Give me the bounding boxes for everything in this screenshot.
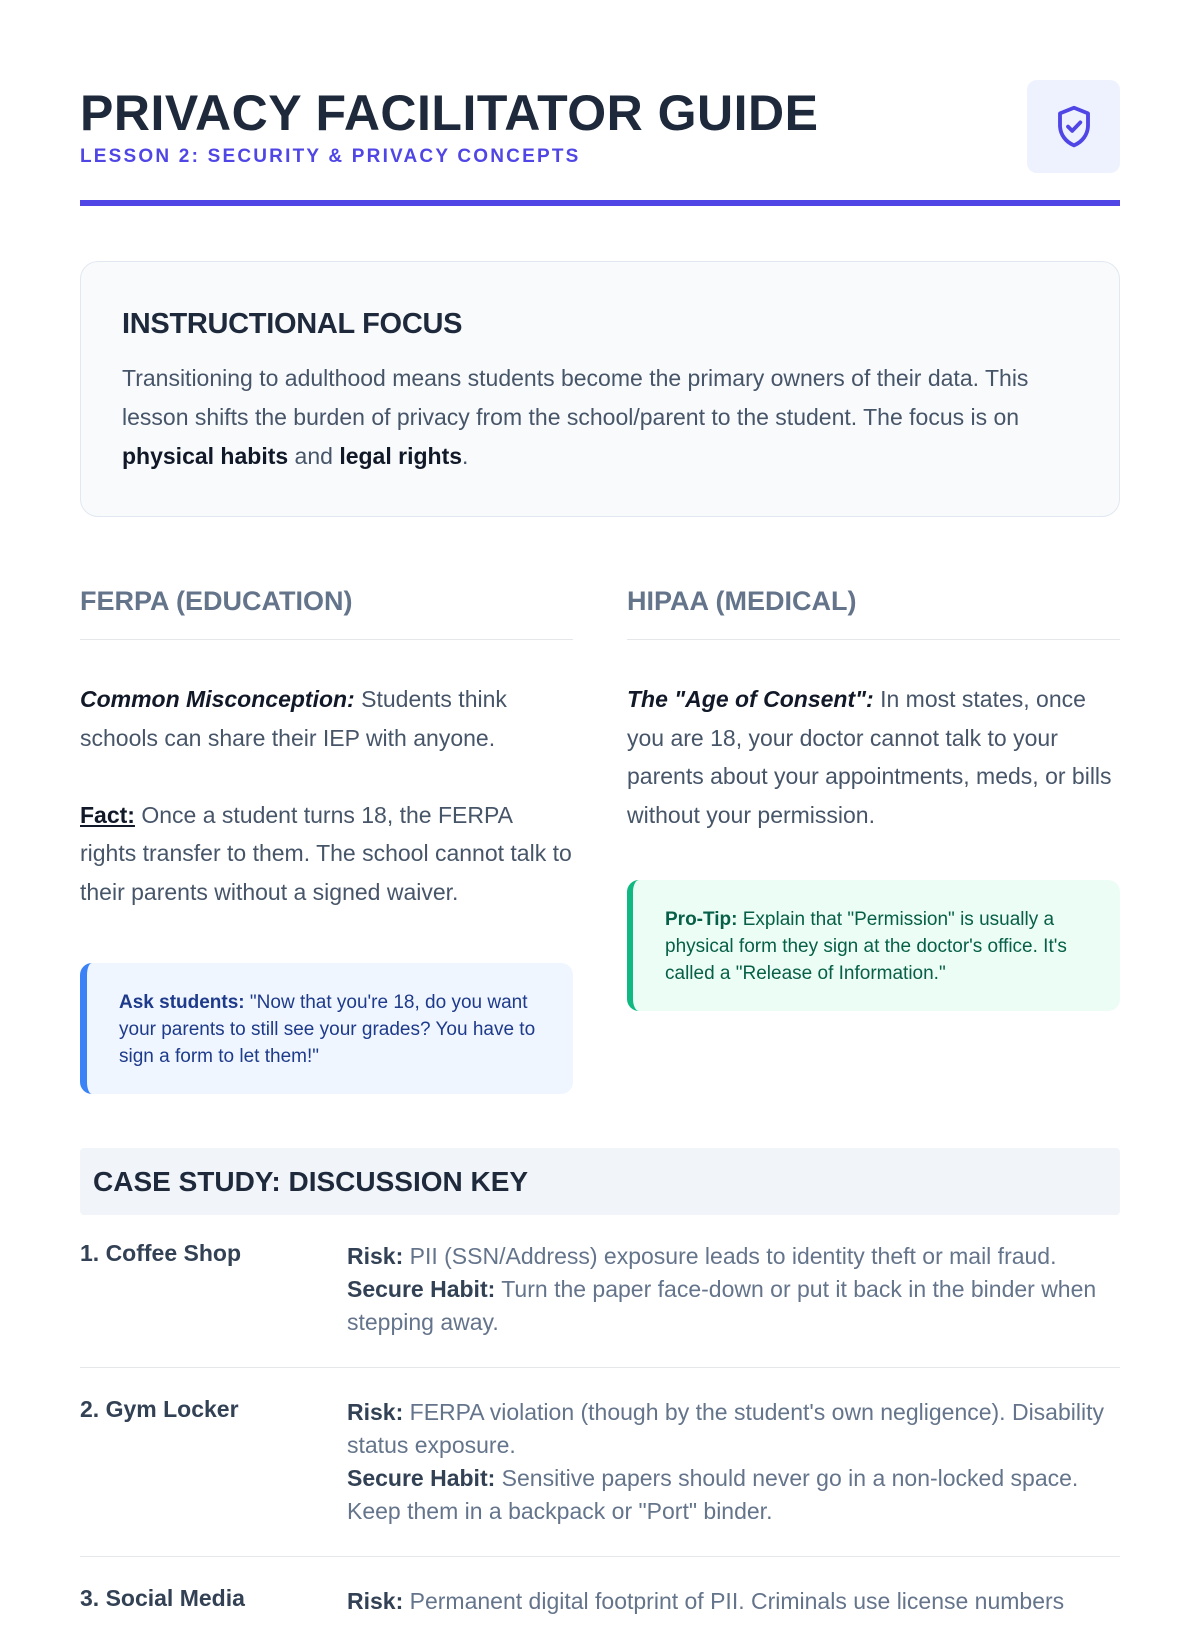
ferpa-fact: Fact: Once a student turns 18, the FERPA rights transfer to them. The school cannot talk to their parents without a signed waiver. [80, 801, 572, 905]
instructional-focus-card [80, 261, 1120, 517]
hipaa-body [627, 680, 1120, 834]
hipaa-consent: The "Age of Consent": In most states, once you are 18, your doctor cannot talk to your parents about your appointments, meds, or bills without your permission. [627, 686, 1112, 828]
ask-students-callout: Ask students: "Now that you're 18, do you want your parents to still see your grades? You have to sign a form to let them!" [80, 963, 573, 1094]
hipaa-heading: HIPAA (MEDICAL) [627, 586, 1120, 640]
shield-check-icon [1053, 103, 1095, 151]
case-text: Risk: FERPA violation (though by the student's own negligence). Disability status exposure. Secure Habit: Sensitive papers should never go in a non-locked space. Keep them in a backpack or "Port" binder. [347, 1399, 1104, 1524]
ferpa-misconception: Common Misconception: Students think schools can share their IEP with anyone. [80, 686, 507, 751]
case-row [80, 1585, 1120, 1645]
case-row [80, 1240, 1120, 1368]
shield-badge [1027, 80, 1120, 173]
case-name: 3. Social Media [80, 1585, 245, 1611]
focus-text: Transitioning to adulthood means students become the primary owners of their data. This lesson shifts the burden of privacy from the school/parent to the student. The focus is on physical habits and legal rights. [122, 365, 1029, 469]
case-row [80, 1396, 1120, 1557]
page-subtitle: LESSON 2: SECURITY & PRIVACY CONCEPTS [80, 146, 581, 167]
ferpa-heading: FERPA (EDUCATION) [80, 586, 573, 640]
page-title: PRIVACY FACILITATOR GUIDE [80, 85, 819, 141]
ferpa-body [80, 680, 573, 911]
case-name: 1. Coffee Shop [80, 1240, 242, 1266]
pro-tip-callout: Pro-Tip: Explain that "Permission" is usually a physical form they sign at the doctor's office. It's called a "Release of Information." [627, 880, 1120, 1011]
focus-heading: INSTRUCTIONAL FOCUS [122, 308, 463, 340]
case-text: Risk: PII (SSN/Address) exposure leads to identity theft or mail fraud. Secure Habit: Turn the paper face-down or put it back in the binder when stepping away. [347, 1243, 1097, 1335]
hipaa-column [627, 586, 1120, 1011]
page-header [80, 0, 1120, 206]
case-study-heading: CASE STUDY: DISCUSSION KEY [80, 1148, 1120, 1215]
case-text: Risk: Permanent digital footprint of PII. Criminals use license numbers [347, 1588, 1065, 1614]
case-name: 2. Gym Locker [80, 1396, 239, 1422]
ferpa-column [80, 586, 573, 1094]
